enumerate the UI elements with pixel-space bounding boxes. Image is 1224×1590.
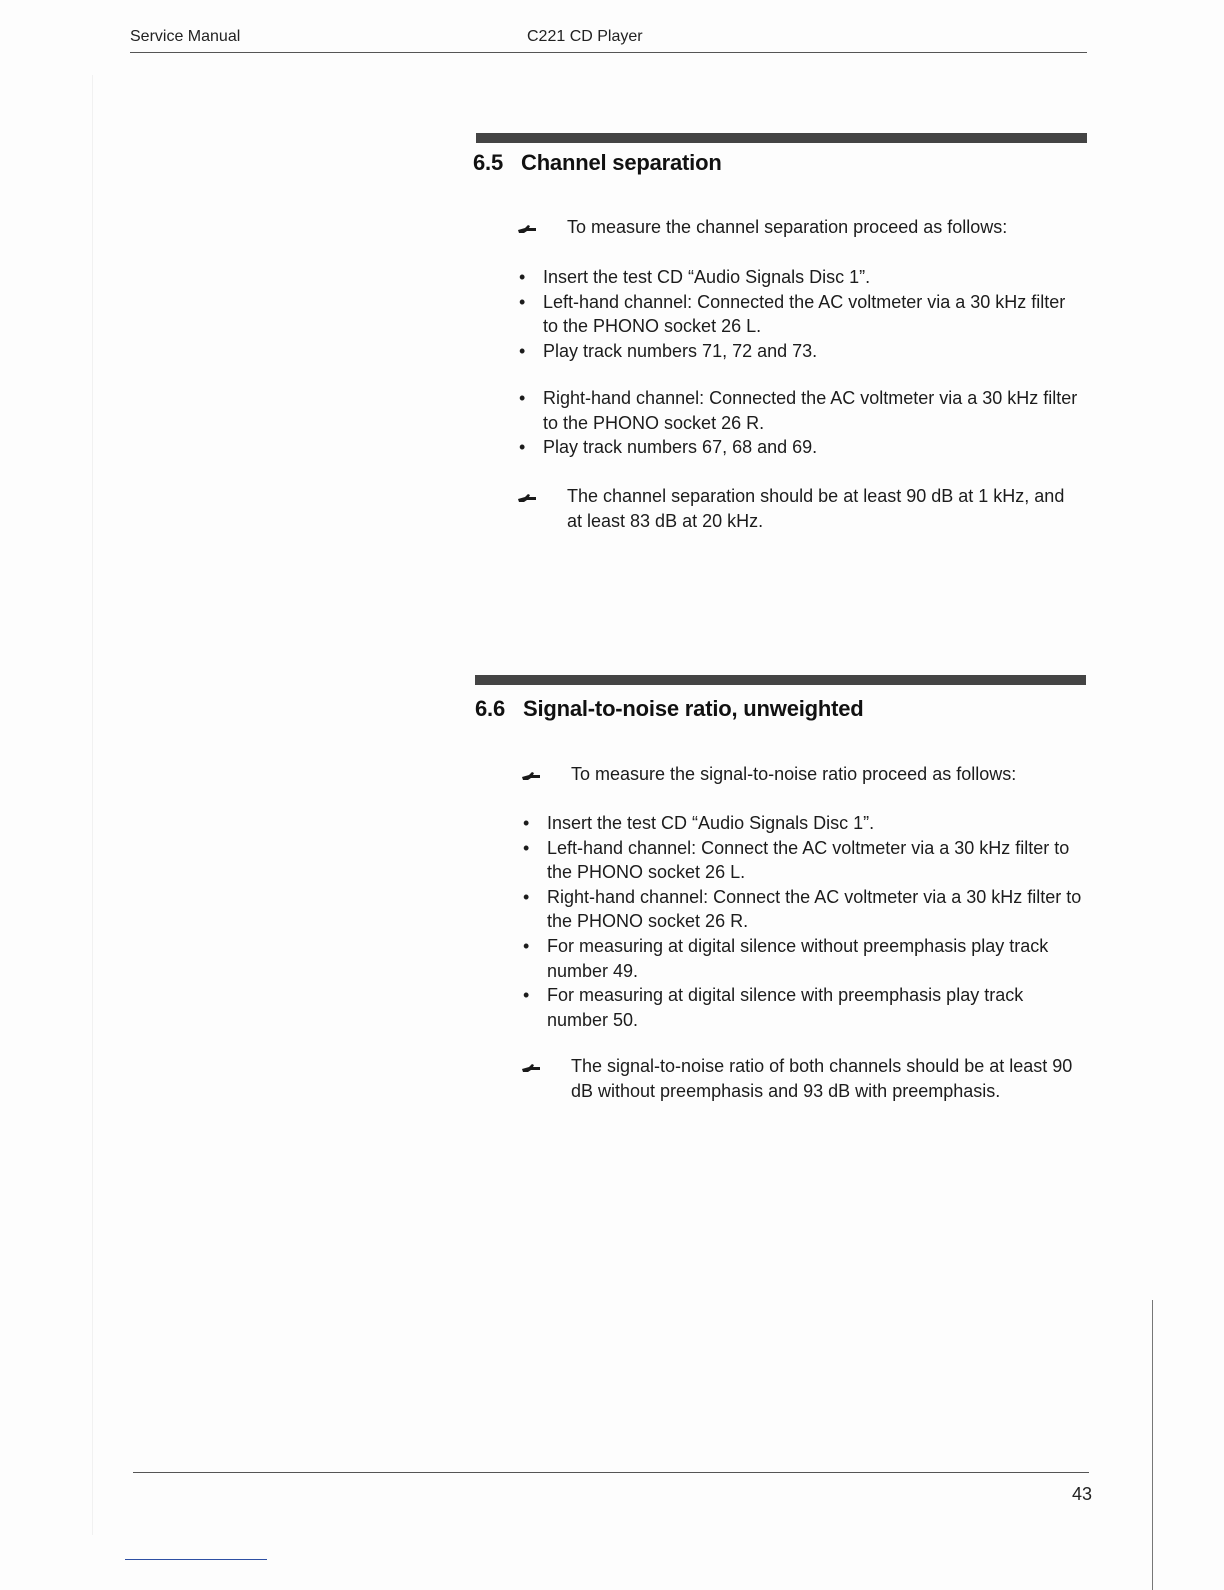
section-6-6-title-text: Signal-to-noise ratio, unweighted xyxy=(523,696,864,721)
footer-rule xyxy=(133,1472,1089,1473)
header-manual-title: Service Manual xyxy=(130,28,241,45)
pointing-hand-icon xyxy=(517,492,537,504)
page-number: 43 xyxy=(1071,1484,1092,1504)
page-left-edge xyxy=(92,75,93,1535)
pointing-hand-icon xyxy=(517,223,537,235)
section-6-5-result: The channel separation should be at least 90 dB at 1 kHz, and at least 83 dB at 20 kHz. xyxy=(567,486,1065,531)
section-6-6-bar xyxy=(475,675,1086,685)
section-6-5-step: • Play track numbers 71, 72 and 73. xyxy=(519,339,1069,364)
section-6-6-number: 6.6 xyxy=(475,696,505,721)
section-6-5-step: • Left-hand channel: Connected the AC voltmeter via a 30 kHz filter to the PHONO socket 26 L. xyxy=(519,290,1069,339)
section-6-5-bar xyxy=(476,133,1087,143)
section-6-5-intro: To measure the channel separation proceed as follows: xyxy=(567,217,1008,237)
page-right-edge xyxy=(1152,1300,1153,1590)
section-6-5-step: • Insert the test CD “Audio Signals Disc 1”. xyxy=(519,265,1069,290)
section-6-5-steps-group-1 xyxy=(519,265,1069,363)
section-6-6-result: The signal-to-noise ratio of both channels should be at least 90 dB without preemphasis and 93 dB with preemphasis. xyxy=(571,1056,1073,1101)
section-6-6-step: • Insert the test CD “Audio Signals Disc 1”. xyxy=(523,811,1088,836)
header-product-title: C221 CD Player xyxy=(527,28,643,45)
section-6-6-title xyxy=(475,696,864,722)
section-6-6-step: • Right-hand channel: Connect the AC voltmeter via a 30 kHz filter to the PHONO socket 26 R. xyxy=(523,885,1088,934)
section-6-5-title-text: Channel separation xyxy=(521,150,722,175)
section-6-5-number: 6.5 xyxy=(473,150,503,175)
bottom-link-line xyxy=(125,1559,267,1560)
pointing-hand-icon xyxy=(521,770,541,782)
section-6-6-intro: To measure the signal-to-noise ratio proceed as follows: xyxy=(571,764,1017,784)
section-6-6-step: • For measuring at digital silence with preemphasis play track number 50. xyxy=(523,983,1088,1032)
section-6-6-step: • Left-hand channel: Connect the AC voltmeter via a 30 kHz filter to the PHONO socket 26 L. xyxy=(523,836,1088,885)
section-6-6-step: • For measuring at digital silence without preemphasis play track number 49. xyxy=(523,934,1088,983)
section-6-5-steps-group-2 xyxy=(519,386,1084,460)
section-6-5-step: • Right-hand channel: Connected the AC voltmeter via a 30 kHz filter to the PHONO socket 26 R. xyxy=(519,386,1084,435)
section-6-5-step: • Play track numbers 67, 68 and 69. xyxy=(519,435,1084,460)
header-rule xyxy=(130,52,1087,53)
section-6-6-steps xyxy=(523,811,1088,1032)
pointing-hand-icon xyxy=(521,1062,541,1074)
section-6-5-title xyxy=(473,150,722,176)
